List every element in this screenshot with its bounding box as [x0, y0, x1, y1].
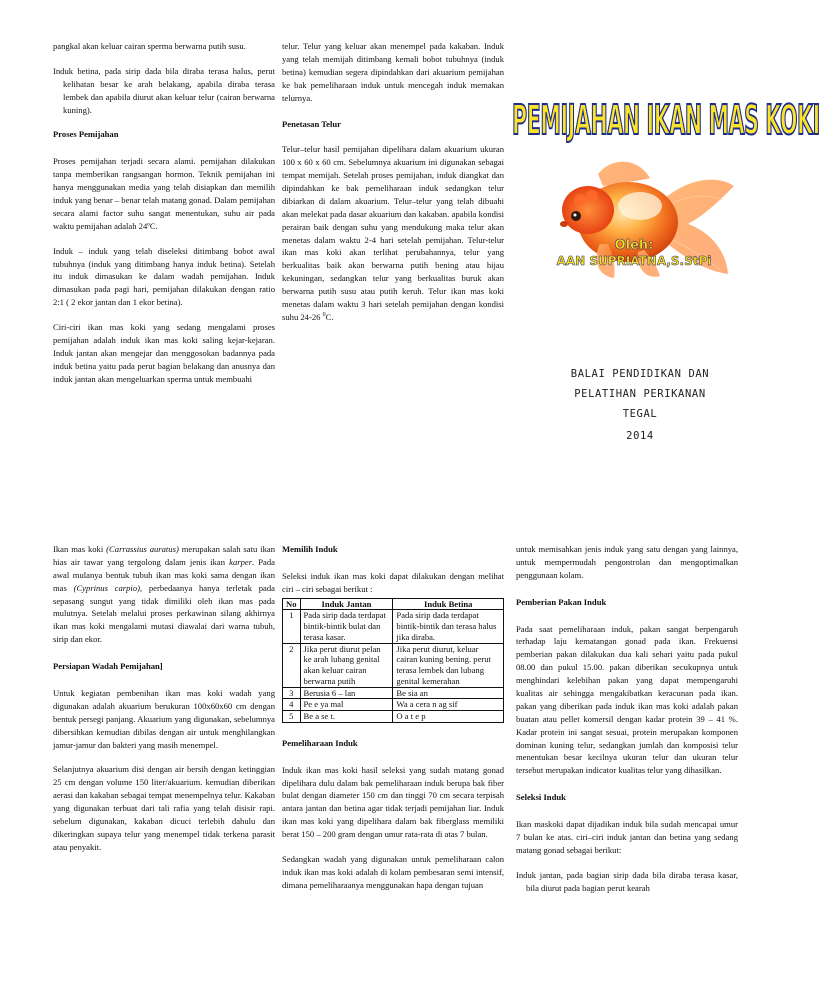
paragraph: Proses pemijahan terjadi secara alami. pemijahan dilakukan tanpa memberikan rangsangan hormon. Teknik pemijahan ini hanya menggunakan media yang telah disiapkan dan memilih induk yang benar – benar telah matang gonad. Dalam pemijahan secara alami factor suhu sangat menentukan, suhu air pada waktu pemijahan adalah 24ºC. — [53, 156, 275, 231]
bullet-induk-betina: Induk betina, pada sirip dada bila diraba terasa halus, perut kelihatan besar ke arah belakang, apabila diraba terasa lembek dan apabila diurut akan keluar telur (cairan berwarna kuning). — [53, 65, 275, 115]
paragraph: pangkal akan keluar cairan sperma berwarna putih susu. — [53, 41, 246, 51]
cover-author: AAN SUPRIATNA,S.StPi — [556, 254, 712, 268]
cover-oleh: Oleh: — [614, 238, 654, 253]
table-row: 1 Pada sirip dada terdapat bintik-bintik bulat dan terasa kasar. Pada sirip dada terdapat bintik-bintik dan terasa halus jika diraba. — [283, 610, 504, 643]
paragraph: Pada saat pemeliharaan induk, pakan sangat berpengaruh terhadap laju kematangan gonad pada ikan. Frekuensi pemberian pakan dilakukan dua kali sehari yaitu pada pukul 08.00 dan pukul 15.00. pakan diberikan secukupnya untuk menghindari kelebihan pakan yang dapat mempengaruhi kualitas air sehingga mengakibatkan keracunan pada ikan. pakan yang diberikan pada induk ikan mas koki adalah pakan buatan atau pellet komersil dengan kadar protein 39 – 41 %. Kadar protein ini sangat sesuai, protein merupakan komponen dominan kuning telur, sedangkan jumlah dan komposisi telur menentukan besar kecilnya ukuran telur dan ukuran telur tersebut merupakan indicator kualitas telur yang dihasilkan. — [516, 623, 738, 776]
seleksi-induk-table — [282, 598, 504, 723]
heading-proses-pemijahan: Proses Pemijahan — [53, 129, 119, 140]
paragraph: Seleksi induk ikan mas koki dapat dilakukan dengan melihat ciri – ciri sebagai berikut : — [282, 570, 504, 594]
table-row: 5 Be a se t. O a t e p — [283, 711, 504, 723]
paragraph: Telur–telur hasil pemijahan dipelihara dalam akuarium ukuran 100 x 60 x 60 cm. Sebelumnya akuarium ini digunakan sebagai tempat memijah. Setelah proses pemijahan, induk diangkat dan dipindahkan ke bak pemeliharaan induk sedangkan telur dibiarkan di dalam akuarium. Telur–telur yang telah dibuahi akan melekat pada dasar akuarium dan kakaban. apabila kondisi perairan baik dengan suhu yang mendukung maka telur akan menetas dalam waktu 2-4 hari setelah pemijahan. Telur-telur ikan mas koki akan terlihat perubahannya, telur yang berkualitas baik akan berwarna putih bening atau hijau kekuningan, sedangkan telur yang berkualitas buruk akan berwarna putih susu atau putih keruh. Telur ikan mas koki menetas dalam waktu 3 hari setelah pemijahan dengan kondisi suhu 24-26 $^0$C. — [282, 144, 504, 322]
heading-seleksi-induk: Seleksi Induk — [516, 792, 566, 803]
bottom-left-column — [53, 543, 275, 854]
paragraph: Ciri-ciri ikan mas koki yang sedang mengalami proses pemijahan adalah induk ikan mas koki saling kejar-kejaran. Induk jantan akan mengejar dan menggosokan badannya pada induk betina yaitu pada perut bagian belakang dan anusnya dan induk jantan akan mengeluarkan sperma untuk membuahi — [53, 322, 275, 384]
paragraph: untuk memisahkan jenis induk yang satu dengan yang lainnya, untuk mempermudah pengontrolan dan mengoptimalkan penggunaan kolam. — [516, 544, 738, 580]
heading-pemeliharaan-induk: Pemeliharaan Induk — [282, 737, 358, 748]
paragraph: Ikan maskoki dapat dijadikan induk bila sudah mencapai umur 7 bulan ke atas. ciri–ciri induk jantan dan betina yang sedang matang gonad sebagai berikut: — [516, 819, 738, 855]
paragraph: Selanjutnya akuarium disi dengan air bersih dengan ketinggian 25 cm dengan volume 150 liter/akuarium. kemudian diberikan aerasi dan kakaban sebagai tempat menempelnya telur. Kakaban yang digunakan terbuat dari tali rafia yang telah disisir rapi. sebelum digunakan, kakaban dicuci terlebih dahulu dan dikeringkan supaya telur yang menempel tidak terkena parasit atau penyakit. — [53, 764, 275, 852]
heading-memilih-induk: Memilih Induk — [282, 544, 338, 554]
bottom-right-column — [516, 543, 738, 895]
table-header-betina: Induk Betina — [393, 598, 504, 610]
table-header-jantan: Induk Jantan — [300, 598, 393, 610]
goldfish-image — [528, 152, 740, 297]
heading-pemberian-pakan: Pemberian Pakan Induk — [516, 596, 607, 607]
bullet-induk-jantan: Induk jantan, pada bagian sirip dada bila diraba terasa kasar, bila diurut pada bagian perut kearah — [516, 869, 738, 893]
table-row: 2 Jika perut diurut pelan ke arah lubang genital akan keluar cairan berwarna putih Jika perut diurut, keluar cairan kuning bening. perut terasa lembek dan lubang genital kemerahan — [283, 643, 504, 687]
paragraph: Induk – induk yang telah diseleksi ditimbang bobot awal tubuhnya (induk yang ditimbang hanya induk betina). Setelah itu induk dimasukan ke dalam wadah pemijahan. Induk dimasukan pada pagi hari, pemijahan dilakukan dengan ratio 2:1 ( 2 ekor jantan dan 1 ekor betina). — [53, 245, 275, 308]
top-middle-column — [282, 40, 504, 324]
table-row: 3 Berusia 6 – lan Be sia an — [283, 687, 504, 699]
cover-title: PEMIJAHAN IKAN MAS KOKI — [512, 96, 820, 145]
goldfish-illustration — [528, 152, 740, 297]
paragraph-intro: Ikan mas koki (Carrassius auratus) merupakan salah satu ikan hias air tawar yang tergolong dalam jenis ikan karper. Pada awal mulanya bentuk tubuh ikan mas koki sama dengan ikan mas (Cyprinus carpio), perbedaanya hanya terletak pada sepasang sungut yang tidak dimiliki oleh ikan mas pada mulutnya. Setelah melalui proses perkawinan silang akhirnya ikan mas koki mengalami mutasi diawalai dari warna tubuh, sirip dan ekor. — [53, 544, 275, 645]
paragraph: Sedangkan wadah yang digunakan untuk pemeliharaan calon induk ikan mas koki adalah di kolam pembesaran semi intensif, dimana pemeliharaanya menggunakan hapa dengan tujuan — [282, 853, 504, 890]
cover-institution: BALAI PENDIDIKAN DAN PELATIHAN PERIKANAN TEGAL — [570, 368, 710, 420]
paragraph: Induk ikan mas koki hasil seleksi yang sudah matang gonad dipelihara dulu dalam bak pemeliharaan induk berupa bak fiber bulat dengan diameter 150 cm dan tinggi 70 cm secara terpisah antara jantan dan betina agar tidak terjadi pemijahan liar. Induk ikan mas koki yang dipelihara dalam bak fiberglass memiliki berat 150 – 200 gram dengan umur rata-rata di atas 7 bulan. — [282, 764, 504, 840]
table-row: 4 Pe e ya mal Wa a cera n ag sif — [283, 699, 504, 711]
table-header-row — [283, 598, 504, 610]
cover-year: 2014 — [626, 430, 654, 442]
paragraph: telur. Telur yang keluar akan menempel pada kakaban. Induk yang telah memijah ditimbang kemali bobot tubuhnya (induk betina) kemudian segera dipindahkan dari akuarium pemijahan ke bak pemeliharaan induk untuk mencegah induk memakan telurnya. — [282, 41, 504, 103]
paragraph: Untuk kegiatan pembenihan ikan mas koki wadah yang digunakan adalah akuarium berukuran 100x60x60 cm dengan bentuk persegi panjang. Akuarium yang digunakan, sebelumnya dibersihkan kemudian dibilas dengan air untuk menghilangkan jamur-jamur dan bakteri yang masih menempel. — [53, 688, 275, 750]
top-left-column — [53, 40, 275, 386]
bottom-middle-column — [282, 543, 504, 892]
heading-penetasan-telur: Penetasan Telur — [282, 119, 341, 130]
heading-persiapan-wadah: Persiapan Wadah Pemijahan] — [53, 661, 163, 672]
table-header-no: No — [283, 598, 301, 610]
